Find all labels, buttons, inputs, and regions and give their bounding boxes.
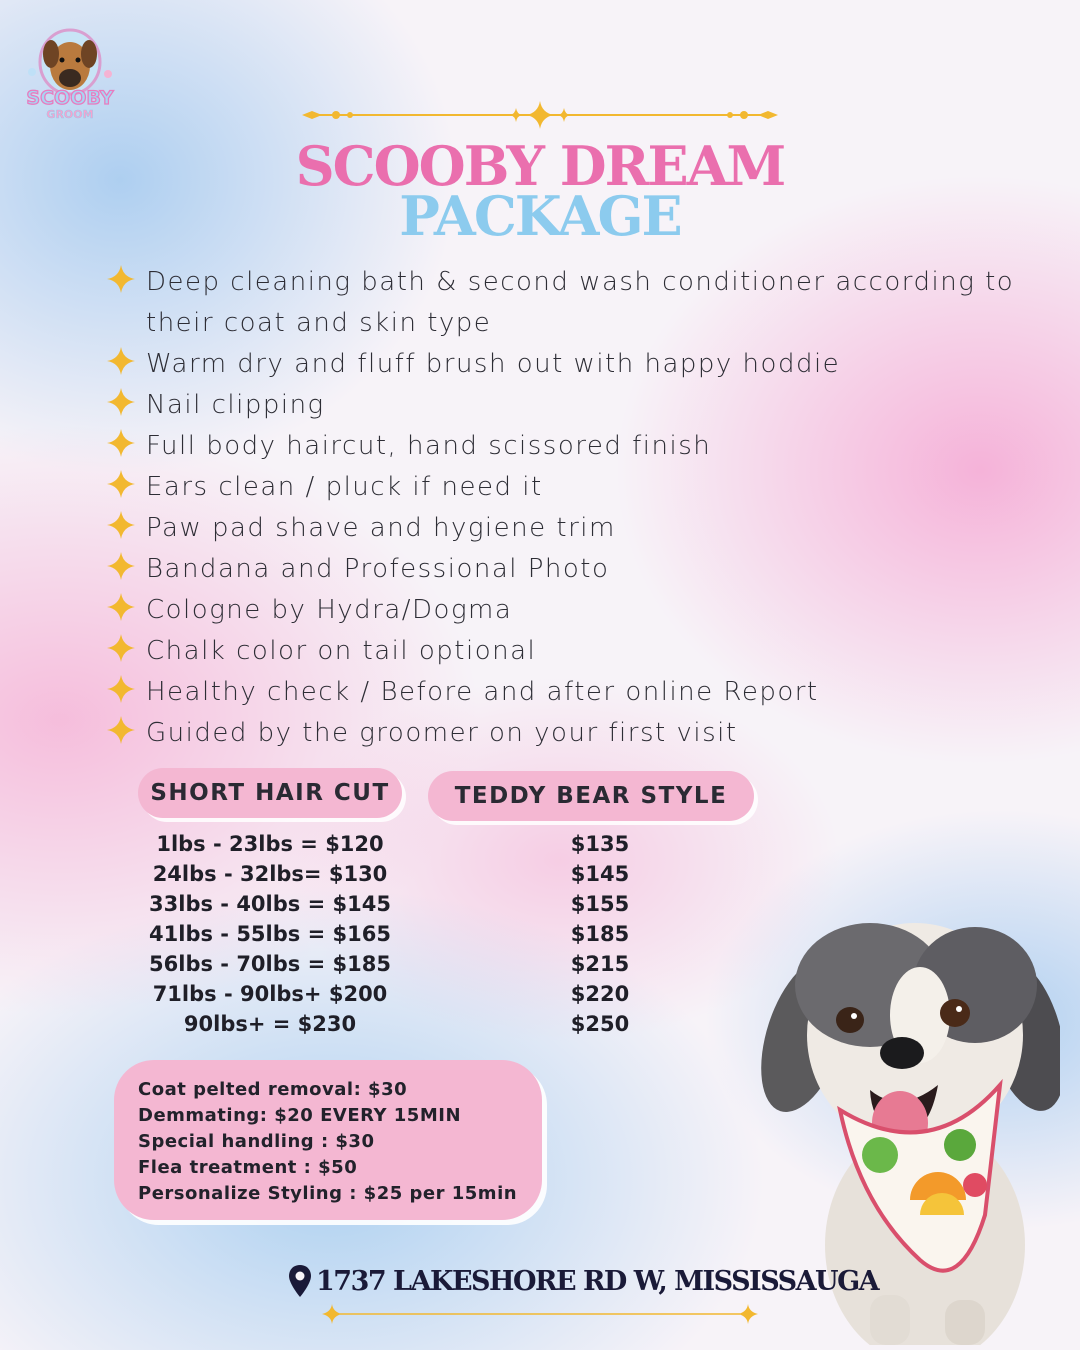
price-row: 24lbs - 32lbs= $130: [152, 862, 388, 886]
feature-item: Ears clean / pluck if need it: [106, 467, 1026, 508]
sparkle-icon: [106, 387, 136, 417]
svg-text:SCOOBY: SCOOBY: [26, 87, 114, 109]
scooby-groom-logo: [20, 22, 120, 132]
divider-ornament-bottom: [320, 1302, 760, 1326]
price-row: 41lbs - 55lbs = $165: [149, 922, 391, 946]
svg-text:GROOM: GROOM: [46, 108, 94, 121]
extra-service: Special handling : $30: [138, 1131, 375, 1152]
feature-item: Chalk color on tail optional: [106, 631, 1026, 672]
teddy-bear-style-label: TEDDY BEAR STYLE: [428, 771, 754, 821]
extra-service: Coat pelted removal: $30: [138, 1079, 408, 1100]
sparkle-icon: [106, 264, 136, 294]
feature-item: Guided by the groomer on your first visit: [106, 713, 1026, 754]
sparkle-icon: [106, 551, 136, 581]
feature-list: [106, 262, 1026, 754]
feature-item: Bandana and Professional Photo: [106, 549, 1026, 590]
feature-item: Paw pad shave and hygiene trim: [106, 508, 1026, 549]
price-row: $145: [570, 862, 630, 886]
short-hair-cut-prices: [140, 829, 400, 1039]
address: [288, 1264, 878, 1298]
price-row: $135: [570, 832, 630, 856]
feature-item: Healthy check / Before and after online Report: [106, 672, 1026, 713]
price-row: 90lbs+ = $230: [183, 1012, 357, 1036]
sparkle-icon: [106, 715, 136, 745]
sparkle-icon: [106, 428, 136, 458]
price-row: 33lbs - 40lbs = $145: [149, 892, 391, 916]
price-row: 56lbs - 70lbs = $185: [149, 952, 391, 976]
extra-service: Flea treatment : $50: [138, 1157, 358, 1178]
location-pin-icon: [288, 1264, 312, 1298]
divider-ornament-top: [300, 100, 780, 130]
sparkle-icon: [106, 469, 136, 499]
price-row: $185: [570, 922, 630, 946]
sparkle-icon: [106, 633, 136, 663]
price-row: $155: [570, 892, 630, 916]
short-hair-cut-label: SHORT HAIR CUT: [138, 768, 402, 818]
title-line-1: SCOOBY DREAM: [295, 134, 785, 198]
teddy-bear-prices: [520, 829, 680, 1039]
feature-item: Full body haircut, hand scissored finish: [106, 426, 1026, 467]
address-text: 1737 LAKESHORE RD W, MISSISSAUGA: [316, 1265, 879, 1297]
extra-service: Demmating: $20 EVERY 15MIN: [138, 1105, 462, 1126]
sparkle-icon: [106, 510, 136, 540]
feature-item: Warm dry and fluff brush out with happy hoddie: [106, 344, 1026, 385]
sparkle-icon: [106, 346, 136, 376]
title-line-2: PACKAGE: [399, 184, 681, 248]
sparkle-icon: [106, 592, 136, 622]
feature-item: Nail clipping: [106, 385, 1026, 426]
feature-item: Deep cleaning bath & second wash conditioner according to their coat and skin type: [106, 262, 1026, 344]
sparkle-icon: [106, 674, 136, 704]
price-row: $250: [570, 1012, 630, 1036]
price-row: $220: [570, 982, 630, 1006]
price-row: 71lbs - 90lbs+ $200: [152, 982, 388, 1006]
extra-services-box: [114, 1060, 542, 1220]
price-row: $215: [570, 952, 630, 976]
feature-item: Cologne by Hydra/Dogma: [106, 590, 1026, 631]
extra-service: Personalize Styling : $25 per 15min: [138, 1183, 518, 1204]
price-row: 1lbs - 23lbs = $120: [156, 832, 384, 856]
